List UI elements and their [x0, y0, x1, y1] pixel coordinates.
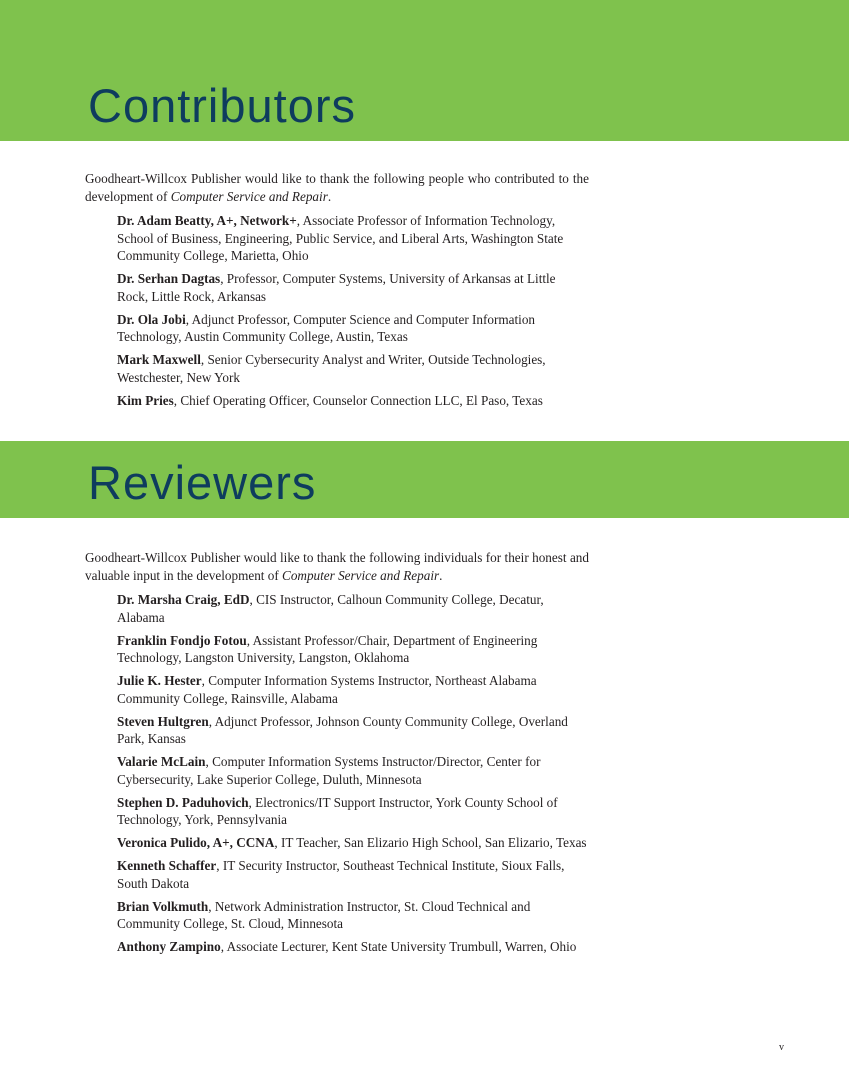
contributor-entry	[85, 311, 589, 346]
reviewer-entry	[85, 672, 589, 707]
reviewer-name: Steven Hultgren	[117, 713, 209, 729]
reviewer-entry	[85, 898, 589, 933]
reviewers-intro	[85, 549, 589, 584]
reviewer-name: Franklin Fondjo Fotou	[117, 632, 247, 648]
contributor-details: , Professor, Computer Systems, University of Arkansas at Little Rock, Little Rock, Arkansas	[117, 271, 556, 304]
reviewers-intro-text: Goodheart-Willcox Publisher would like to thank the following individuals for their honest and valuable input in the development of	[85, 550, 589, 583]
contributor-details: , Adjunct Professor, Computer Science and Computer Information Technology, Austin Community College, Austin, Texas	[117, 311, 536, 344]
reviewers-intro-period: .	[439, 567, 443, 583]
contributor-name: Dr. Serhan Dagtas	[117, 271, 221, 286]
contributor-details: , Senior Cybersecurity Analyst and Writer, Outside Technologies, Westchester, New York	[117, 352, 546, 385]
contributor-name: Dr. Adam Beatty, A+, Network+	[117, 213, 297, 228]
contributor-name: Kim Pries	[117, 392, 174, 408]
reviewer-details: , Electronics/IT Support Instructor, York County School of Technology, York, Pennsylvania	[117, 794, 558, 827]
reviewer-name: Kenneth Schaffer	[117, 858, 217, 873]
reviewer-name: Brian Volkmuth	[117, 898, 209, 914]
contributor-details: , Chief Operating Officer, Counselor Connection LLC, El Paso, Texas	[173, 392, 543, 408]
reviewer-details: , Computer Information Systems Instructor, Northeast Alabama Community College, Rainsville, Alabama	[117, 673, 537, 706]
reviewer-name: Valarie McLain	[117, 754, 206, 769]
contributors-banner	[0, 0, 849, 141]
reviewer-details: , CIS Instructor, Calhoun Community College, Decatur, Alabama	[117, 592, 544, 625]
book-title-italic: Computer Service and Repair	[170, 188, 328, 204]
reviewer-entry	[85, 794, 589, 829]
reviewer-entry	[85, 857, 589, 892]
contributors-list	[85, 212, 589, 409]
reviewer-entry	[85, 753, 589, 788]
book-title-italic: Computer Service and Repair	[282, 567, 440, 583]
reviewers-banner	[0, 441, 849, 518]
reviewer-details: , Adjunct Professor, Johnson County Community College, Overland Park, Kansas	[117, 713, 568, 746]
reviewer-name: Julie K. Hester	[117, 673, 202, 688]
contributors-intro-text: Goodheart-Willcox Publisher would like to thank the following people who contributed to the development of	[85, 171, 589, 204]
reviewers-list	[85, 591, 589, 956]
reviewer-name: Veronica Pulido, A+, CCNA	[117, 835, 275, 850]
reviewers-section	[85, 549, 589, 961]
reviewer-entry	[85, 632, 589, 667]
reviewer-entry	[85, 591, 589, 626]
contributor-entry	[85, 351, 589, 386]
contributors-title: Contributors	[88, 79, 356, 133]
reviewer-name: Dr. Marsha Craig, EdD	[117, 592, 250, 607]
reviewer-entry	[85, 713, 589, 748]
contributor-entry	[85, 270, 589, 305]
contributors-intro-period: .	[327, 188, 332, 204]
reviewer-details: , Associate Lecturer, Kent State University Trumbull, Warren, Ohio	[220, 939, 577, 954]
reviewer-name: Stephen D. Paduhovich	[117, 794, 249, 810]
reviewer-details: , Assistant Professor/Chair, Department of Engineering Technology, Langston University, Langston, Oklahoma	[117, 632, 538, 665]
contributors-intro	[85, 170, 589, 205]
contributor-name: Mark Maxwell	[117, 352, 201, 367]
contributor-name: Dr. Ola Jobi	[117, 311, 186, 327]
reviewer-details: , Computer Information Systems Instructor/Director, Center for Cybersecurity, Lake Superior College, Duluth, Minnesota	[117, 754, 541, 787]
reviewer-entry	[85, 834, 589, 852]
contributor-entry	[85, 212, 589, 265]
contributor-details: , Associate Professor of Information Technology, School of Business, Engineering, Public Service, and Liberal Arts, Washington State Community College, Marietta, Ohio	[117, 213, 564, 263]
contributors-section	[85, 170, 589, 415]
reviewer-details: , IT Teacher, San Elizario High School, San Elizario, Texas	[274, 835, 587, 850]
reviewer-name: Anthony Zampino	[117, 939, 221, 954]
contributor-entry	[85, 392, 589, 410]
reviewer-details: , IT Security Instructor, Southeast Technical Institute, Sioux Falls, South Dakota	[117, 858, 565, 891]
reviewers-title: Reviewers	[88, 456, 317, 510]
page-number: v	[779, 1042, 784, 1053]
reviewer-details: , Network Administration Instructor, St. Cloud Technical and Community College, St. Cloud, Minnesota	[117, 898, 531, 931]
reviewer-entry	[85, 938, 589, 956]
